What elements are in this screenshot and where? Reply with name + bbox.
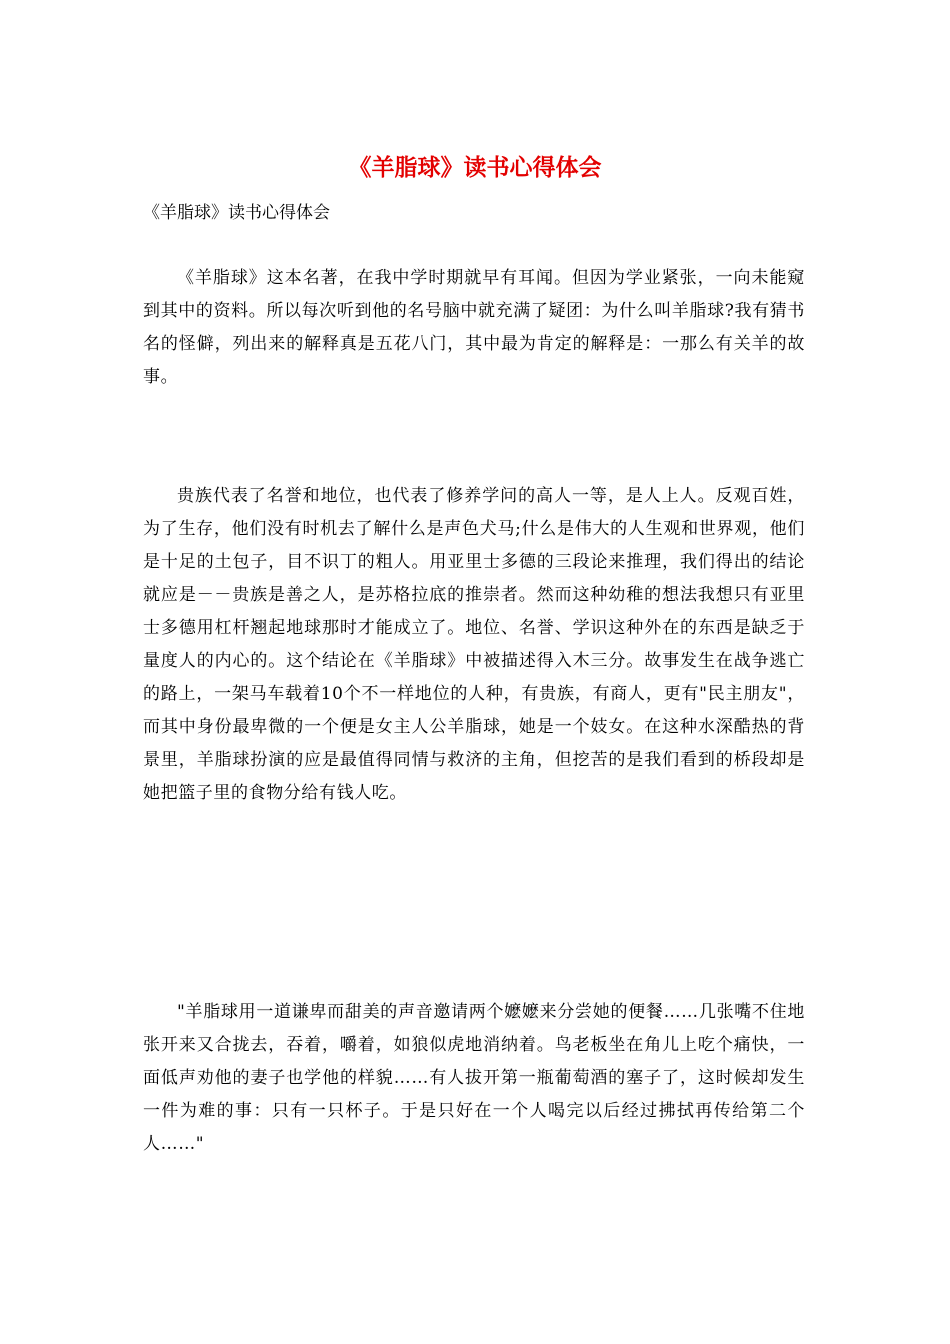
paragraph-3: "羊脂球用一道谦卑而甜美的声音邀请两个嬷嬷来分尝她的便餐……几张嘴不住地张开来又合拢去，吞着，嚼着，如狼似虎地消纳着。鸟老板坐在角儿上吃个痛快，一面低声劝他的妻子也学他的样貌……有人拔开第一瓶葡萄酒的塞子了，这时候却发生一件为难的事：只有一只杯子。于是只好在一个人喝完以后经过拂拭再传给第二个人……" (143, 1002, 805, 1154)
paragraph-1: 《羊脂球》这本名著，在我中学时期就早有耳闻。但因为学业紧张，一向未能窥到其中的资料。所以每次听到他的名号脑中就充满了疑团：为什么叫羊脂球?我有猜书名的怪僻，列出来的解释真是五花八门，其中最为肯定的解释是：一那么有关羊的故事。 (143, 268, 805, 387)
document-title: 《羊脂球》读书心得体会 (348, 154, 602, 181)
paragraph-2: 贵族代表了名誉和地位，也代表了修养学问的高人一等，是人上人。反观百姓，为了生存，他们没有时机去了解什么是声色犬马;什么是伟大的人生观和世界观，他们是十足的土包子，目不识丁的粗人。用亚里士多德的三段论来推理，我们得出的结论就应是－－贵族是善之人，是苏格拉底的推崇者。然而这种幼稚的想法我想只有亚里士多德用杠杆翘起地球那时才能成立了。地位、名誉、学识这种外在的东西是缺乏于量度人的内心的。这个结论在《羊脂球》中被描述得入木三分。故事发生在战争逃亡的路上，一架马车载着10个不一样地位的人种，有贵族，有商人，更有"民主朋友"，而其中身份最卑微的一个便是女主人公羊脂球，她是一个妓女。在这种水深酷热的背景里，羊脂球扮演的应是最值得同情与救济的主角，但挖苦的是我们看到的桥段却是她把篮子里的食物分给有钱人吃。 (143, 486, 805, 803)
document-subtitle: 《羊脂球》读书心得体会 (143, 203, 330, 223)
